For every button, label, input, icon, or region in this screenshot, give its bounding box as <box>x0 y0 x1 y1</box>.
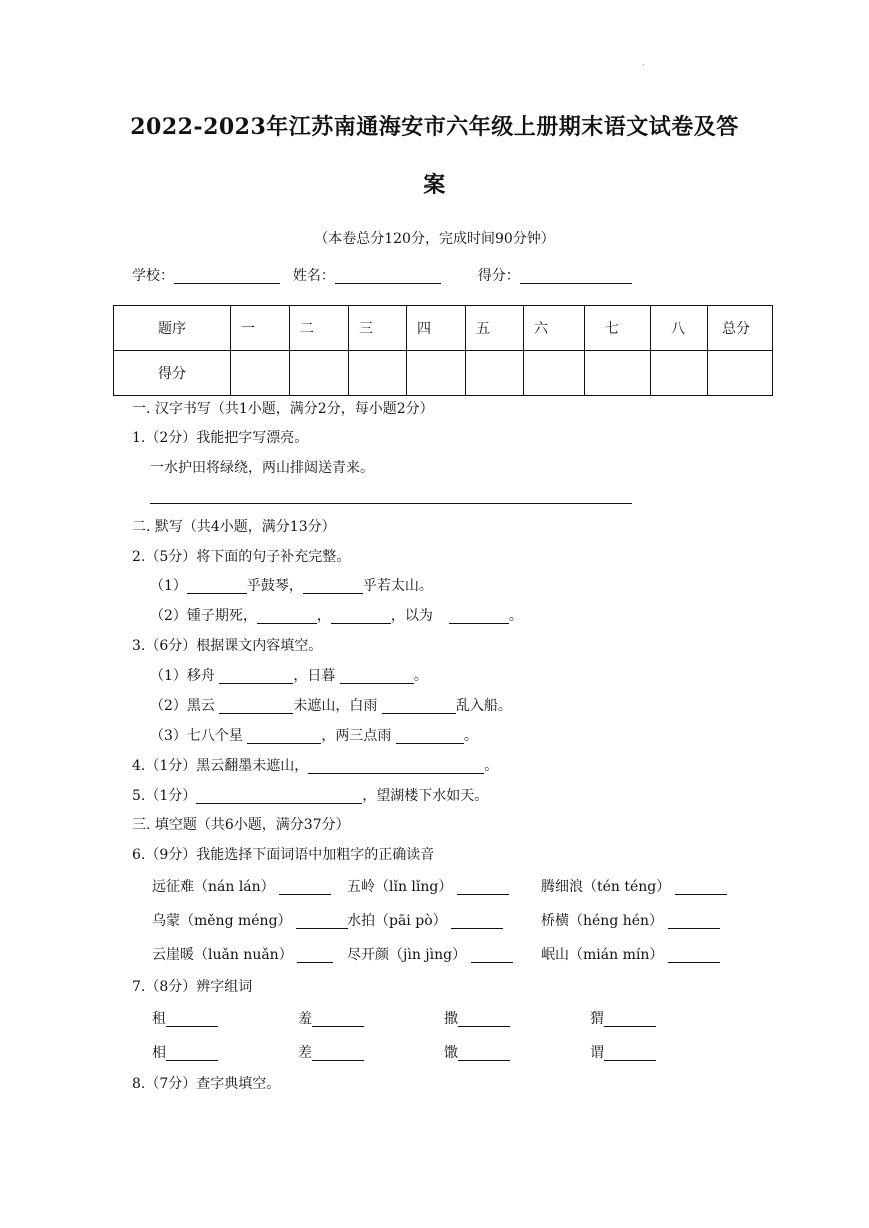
score-label: 得分： <box>477 268 520 284</box>
prompt-text: ，日暮 <box>293 668 336 684</box>
score-cell[interactable] <box>708 351 773 396</box>
score-cell[interactable] <box>585 351 651 396</box>
score-cell[interactable] <box>524 351 585 396</box>
char-text: 租 <box>152 1011 166 1027</box>
prompt-text: ，两三点雨 <box>321 728 392 744</box>
pinyin-item <box>541 879 727 895</box>
blank-field[interactable] <box>471 948 513 963</box>
table-cell: 得分 <box>114 351 231 396</box>
table-row <box>114 351 773 396</box>
prompt-text: 。 <box>508 608 523 624</box>
blank-field[interactable] <box>196 789 362 804</box>
pinyin-text: 乌蒙（měng méng） <box>152 913 292 929</box>
score-cell[interactable] <box>231 351 290 396</box>
blank-field[interactable] <box>219 669 293 684</box>
pinyin-item <box>347 913 503 929</box>
question-2-1 <box>150 578 433 594</box>
blank-field[interactable] <box>458 1012 510 1027</box>
table-cell: 八 <box>651 306 708 351</box>
prompt-text: （3）七八个星 <box>150 728 243 744</box>
blank-field[interactable] <box>668 948 720 963</box>
prompt-text: 。 <box>484 758 499 774</box>
word-item <box>444 1011 510 1027</box>
char-text: 谓 <box>590 1045 604 1061</box>
blank-field[interactable] <box>312 1046 364 1061</box>
prompt-text: （1）移舟 <box>150 668 215 684</box>
question-1: 1.（2分）我能把字写漂亮。 <box>132 430 309 446</box>
question-2: 2.（5分）将下面的句子补充完整。 <box>132 549 351 565</box>
score-cell[interactable] <box>290 351 349 396</box>
blank-field[interactable] <box>458 1046 510 1061</box>
question-1-text: 一水护田将绿绕，两山排闼送青来。 <box>150 460 374 476</box>
school-field[interactable] <box>174 269 280 284</box>
question-3-2 <box>150 698 512 714</box>
table-row <box>114 306 773 351</box>
pinyin-item <box>152 879 331 895</box>
blank-field[interactable] <box>312 1012 364 1027</box>
score-field[interactable] <box>520 269 632 284</box>
table-cell: 一 <box>231 306 290 351</box>
blank-field[interactable] <box>396 729 464 744</box>
question-6: 6.（9分）我能选择下面词语中加粗字的正确读音 <box>132 847 435 863</box>
score-cell[interactable] <box>407 351 466 396</box>
pinyin-item <box>347 947 513 963</box>
table-cell: 六 <box>524 306 585 351</box>
blank-field[interactable] <box>451 914 503 929</box>
word-item <box>444 1045 510 1061</box>
question-3-3 <box>150 728 478 744</box>
char-text: 馓 <box>444 1045 458 1061</box>
prompt-text: （2）锺子期死， <box>150 608 257 624</box>
char-text: 羞 <box>298 1011 312 1027</box>
pinyin-text: 云崖暖（luǎn nuǎn） <box>152 947 293 963</box>
table-cell: 总分 <box>708 306 773 351</box>
school-label: 学校： <box>132 268 174 284</box>
blank-field[interactable] <box>296 914 348 929</box>
prompt-text: ，以为 <box>390 608 433 624</box>
pinyin-text: 腾细浪（tén téng） <box>541 879 671 895</box>
blank-field[interactable] <box>308 759 484 774</box>
score-table <box>113 305 773 396</box>
prompt-text: （2）黑云 <box>150 698 215 714</box>
blank-field[interactable] <box>279 880 331 895</box>
char-text: 相 <box>152 1045 166 1061</box>
word-item <box>590 1045 656 1061</box>
table-cell: 五 <box>466 306 524 351</box>
prompt-text: 。 <box>463 728 478 744</box>
exam-subtitle: （本卷总分120分，完成时间90分钟） <box>314 231 555 247</box>
pinyin-text: 桥横（héng hén） <box>541 913 664 929</box>
char-text: 撒 <box>444 1011 458 1027</box>
prompt-text: 乱入船。 <box>455 698 512 714</box>
pinyin-text: 五岭（lǐn lǐng） <box>347 879 453 895</box>
pinyin-item <box>152 947 333 963</box>
blank-field[interactable] <box>187 579 247 594</box>
table-cell: 七 <box>585 306 651 351</box>
blank-field[interactable] <box>668 914 720 929</box>
table-cell: 题序 <box>114 306 231 351</box>
prompt-text: ， <box>316 608 331 624</box>
char-text: 猬 <box>590 1011 604 1027</box>
blank-field[interactable] <box>457 880 509 895</box>
blank-field[interactable] <box>340 669 414 684</box>
question-7: 7.（8分）辨字组词 <box>132 979 253 995</box>
prompt-text: 5.（1分） <box>132 788 197 804</box>
table-cell: 三 <box>349 306 407 351</box>
score-cell[interactable] <box>651 351 708 396</box>
pinyin-text: 尽开颜（jìn jìng） <box>347 947 467 963</box>
prompt-text: 乎若太山。 <box>362 578 433 594</box>
section-heading: 三. 填空题（共6小题，满分37分） <box>132 817 350 833</box>
prompt-text: ，望湖楼下水如天。 <box>362 788 489 804</box>
blank-field[interactable] <box>166 1012 218 1027</box>
blank-field[interactable] <box>166 1046 218 1061</box>
pinyin-text: 岷山（mián mín） <box>541 947 664 963</box>
question-3-1 <box>150 668 428 684</box>
blank-field[interactable] <box>257 609 317 624</box>
pinyin-text: 水拍（pāi pò） <box>347 913 447 929</box>
question-3: 3.（6分）根据课文内容填空。 <box>132 638 323 654</box>
char-text: 差 <box>298 1045 312 1061</box>
word-item <box>298 1045 364 1061</box>
info-row <box>132 268 632 284</box>
blank-field[interactable] <box>331 609 391 624</box>
pinyin-item <box>541 947 720 963</box>
question-8: 8.（7分）查字典填空。 <box>132 1076 281 1092</box>
name-label: 姓名： <box>292 268 335 284</box>
blank-field[interactable] <box>675 880 727 895</box>
prompt-text: （1） <box>150 578 187 594</box>
blank-field[interactable] <box>297 948 333 963</box>
section-heading: 二. 默写（共4小题，满分13分） <box>132 519 336 535</box>
question-5 <box>132 788 488 804</box>
word-item <box>152 1011 218 1027</box>
table-cell: 二 <box>290 306 349 351</box>
page-title-line1: 2022-2023年江苏南通海安市六年级上册期末语文试卷及答 <box>130 114 739 140</box>
prompt-text: 未遮山，白雨 <box>293 698 378 714</box>
question-2-2 <box>150 608 523 624</box>
answer-line[interactable] <box>150 503 632 504</box>
blank-field[interactable] <box>219 699 293 714</box>
pinyin-text: 远征难（nán lán） <box>152 879 275 895</box>
pinyin-item <box>541 913 720 929</box>
pinyin-item <box>347 879 509 895</box>
page-title-line2: 案 <box>423 172 446 198</box>
blank-field[interactable] <box>604 1046 656 1061</box>
blank-field[interactable] <box>604 1012 656 1027</box>
word-item <box>590 1011 656 1027</box>
word-item <box>152 1045 218 1061</box>
word-item <box>298 1011 364 1027</box>
score-cell[interactable] <box>466 351 524 396</box>
prompt-text: 乎鼓琴， <box>246 578 303 594</box>
header-mark: . <box>642 58 645 67</box>
name-field[interactable] <box>335 269 441 284</box>
question-4 <box>132 758 498 774</box>
pinyin-item <box>152 913 348 929</box>
section-heading: 一. 汉字书写（共1小题，满分2分，每小题2分） <box>132 401 434 417</box>
prompt-text: 。 <box>413 668 428 684</box>
blank-field[interactable] <box>449 609 509 624</box>
prompt-text: 4.（1分）黑云翻墨未遮山， <box>132 758 309 774</box>
blank-field[interactable] <box>303 579 363 594</box>
blank-field[interactable] <box>382 699 456 714</box>
score-cell[interactable] <box>349 351 407 396</box>
table-cell: 四 <box>407 306 466 351</box>
blank-field[interactable] <box>247 729 321 744</box>
